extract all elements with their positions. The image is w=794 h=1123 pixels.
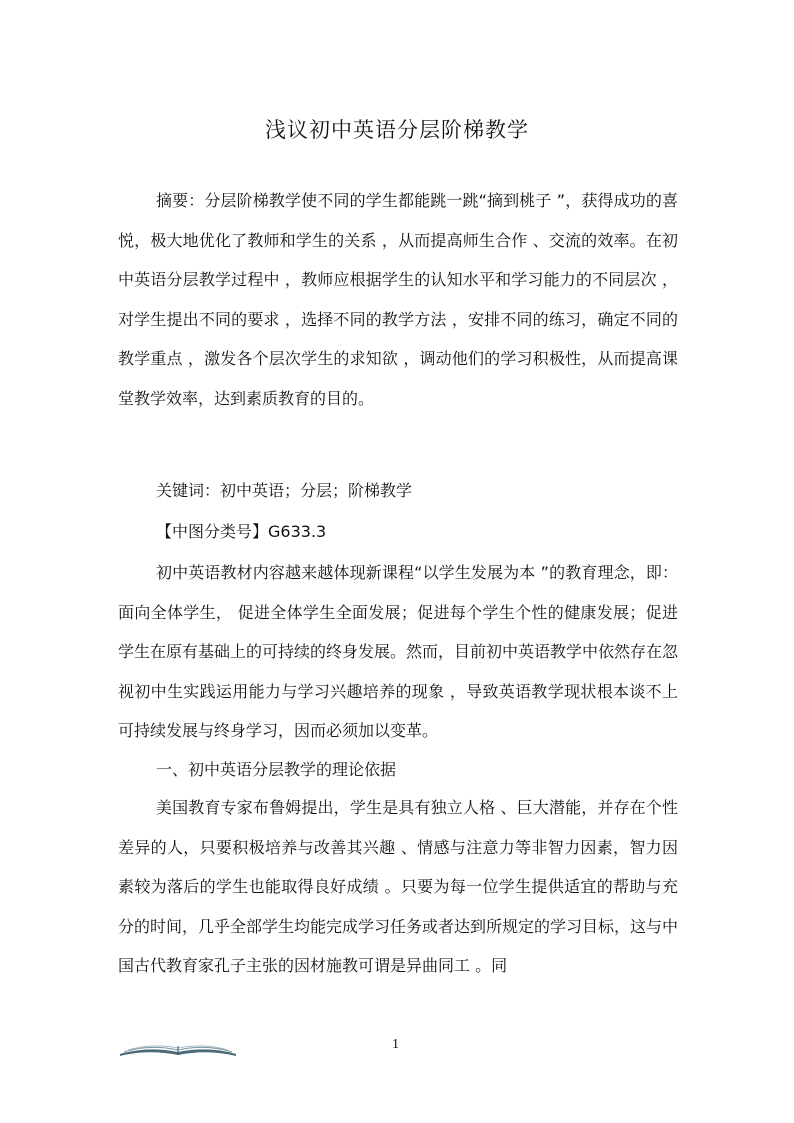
section-heading: 一、初中英语分层教学的理论依据 <box>156 760 397 779</box>
body-paragraph-2: 美国教育专家布鲁姆提出，学生是具有独立人格 、巨大潜能，并存在个性差异的人，只要积极培养与改善其兴趣 、情感与注意力等非智力因素，智力因素较为落后的学生也能取得良好成绩 。只要为每一位学生提供适宜的帮助与充分的时间，几乎全部学生均能完成学习任务或者达到所规定的学习目标，这与中国古代教育家孔子主张的因材施教可谓是异曲同工 。同 <box>118 798 679 975</box>
page-number: 1 <box>392 1037 399 1052</box>
document-title: 浅议初中英语分层阶梯教学 <box>265 118 529 143</box>
classification-text: 【中图分类号】G633.3 <box>156 522 327 541</box>
open-book-icon <box>118 1040 238 1058</box>
abstract-paragraph: 摘要：分层阶梯教学使不同的学生都能跳一跳“摘到桃子 ”，获得成功的喜悦，极大地优化了教师和学生的关系 ，从而提高师生合作 、交流的效率。在初中英语分层教学过程中 ，教师应根据学生的认知水平和学习能力的不同层次 ，对学生提出不同的要求 ，选择不同的教学方法 ，安排不同的练习，确定不同的教学重点 ，激发各个层次学生的求知欲 ，调动他们的学习积极性，从而提高课堂教学效率，达到素质教育的目的。 <box>118 191 678 408</box>
classification-line <box>118 512 678 552</box>
body-paragraph-1: 初中英语教材内容越来越体现新课程“以学生发展为本 ”的教育理念，即：面向全体学生， 促进全体学生全面发展；促进每个学生个性的健康发展；促进学生在原有基础上的可持续的终身发展。然而，目前初中英语教学中依然存在忽视初中生实践运用能力与学习兴趣培养的现象 ，导致英语教学现状根本谈不上可持续发展与终身学习，因而必须加以变革。 <box>118 563 679 740</box>
keywords-line: 关键词：初中英语；分层；阶梯教学 <box>156 481 413 500</box>
